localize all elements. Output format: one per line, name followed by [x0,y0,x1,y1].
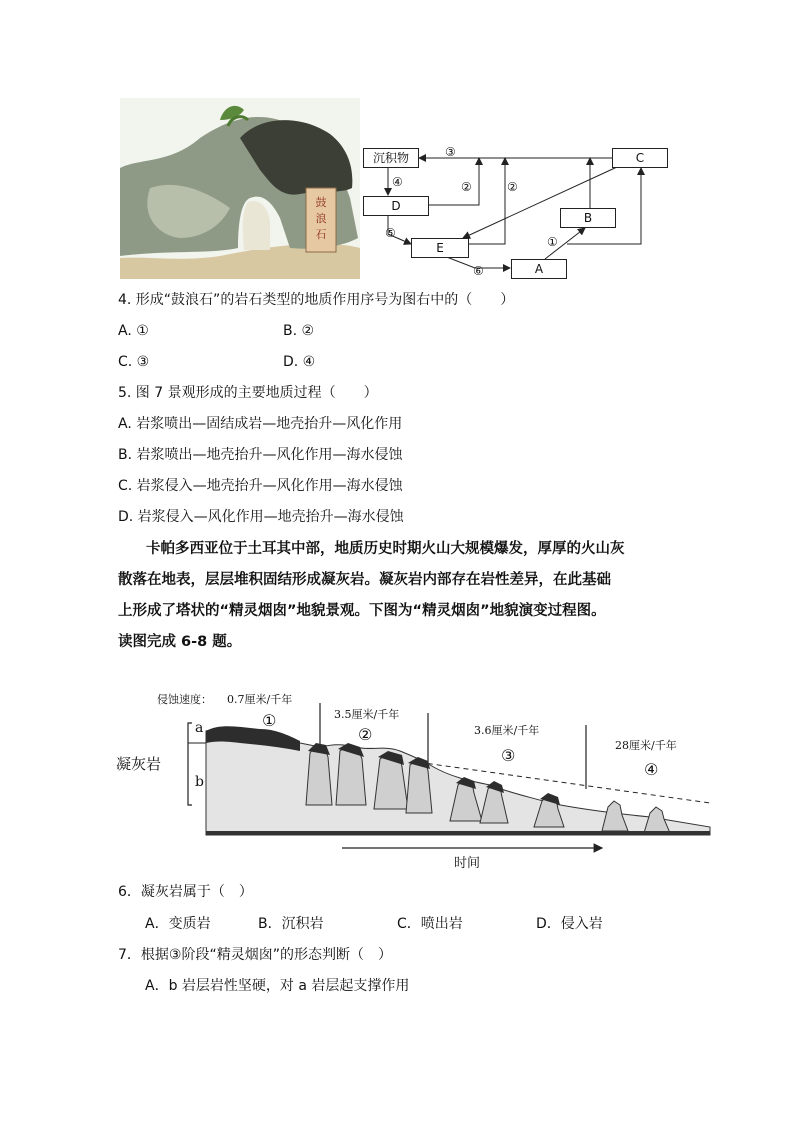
q6-option-b[interactable]: B．沉积岩 [258,916,324,932]
q6-option-d[interactable]: D．侵入岩 [536,916,603,932]
erosion-rate-1: 0.7厘米/千年 [227,693,293,706]
q7-stem: 7．根据③阶段“精灵烟囱”的形态判断（ ） [118,947,392,963]
svg-text:鼓: 鼓 [315,196,327,209]
svg-text:浪: 浪 [315,212,327,225]
q4-option-b[interactable]: B. ② [283,323,315,339]
q6-option-a[interactable]: A．变质岩 [145,916,211,932]
q5-option-c[interactable]: C. 岩浆侵入—地壳抬升—风化作用—海水侵蚀 [118,478,403,494]
passage-line-1: 卡帕多西亚位于土耳其中部，地质历史时期火山大规模爆发，厚厚的火山灰 [146,541,625,557]
q6-option-c[interactable]: C．喷出岩 [397,916,463,932]
arrow-label-2b: ② [507,180,518,194]
q4-option-c[interactable]: C. ③ [118,354,150,370]
q7-option-a[interactable]: A．b 岩层岩性坚硬，对 a 岩层起支撑作用 [145,978,410,994]
q4-option-d[interactable]: D. ④ [283,354,316,370]
a-box: A [511,259,567,279]
c-box: C [612,148,668,168]
arrow-label-5: ⑤ [385,226,396,240]
erosion-rate-3: 3.6厘米/千年 [474,724,540,737]
d-box: D [363,196,429,216]
passage-line-3: 上形成了塔状的“精灵烟囱”地貌景观。下图为“精灵烟囱”地貌演变过程图。 [118,603,606,619]
layer-b-label: b [195,774,204,790]
q5-stem: 5. 图 7 景观形成的主要地质过程（ ） [118,385,378,401]
stage-label-1: ① [262,711,277,730]
arrow-label-1: ① [547,235,558,249]
passage-line-2: 散落在地表，层层堆积固结形成凝灰岩。凝灰岩内部存在岩性差异，在此基础 [118,572,611,588]
erosion-rate-2: 3.5厘米/千年 [334,708,400,721]
stage-label-3: ③ [501,746,516,765]
passage-line-4: 读图完成 6-8 题。 [118,634,242,650]
q5-option-b[interactable]: B. 岩浆喷出—地壳抬升—风化作用—海水侵蚀 [118,447,403,463]
q4-option-a[interactable]: A. ① [118,323,149,339]
layer-a-label: a [195,720,204,736]
q6-stem: 6．凝灰岩属于（ ） [118,884,253,900]
stage-label-4: ④ [644,760,659,779]
stage-label-2: ② [358,725,373,744]
arrow-label-2a: ② [461,180,472,194]
rock-photo [120,98,360,279]
erosion-rate-caption: 侵蚀速度： [157,693,212,706]
q4-stem: 4. 形成“鼓浪石”的岩石类型的地质作用序号为图右中的（ ） [118,292,515,308]
e-box: E [411,238,469,258]
arrow-label-3: ③ [445,145,456,159]
svg-text:石: 石 [315,228,327,241]
time-axis-label: 时间 [454,856,481,871]
q5-option-a[interactable]: A. 岩浆喷出—固结成岩—地壳抬升—风化作用 [118,416,403,432]
arrow-label-6: ⑥ [473,264,484,278]
q5-option-d[interactable]: D. 岩浆侵入—风化作用—地壳抬升—海水侵蚀 [118,509,404,525]
b-box: B [560,208,616,228]
rock-cycle-diagram [355,138,685,283]
erosion-rate-4: 28厘米/千年 [615,739,677,752]
tuff-label: 凝灰岩 [116,755,162,773]
fairy-chimney-figure [110,685,720,875]
sediment-box: 沉积物 [363,148,419,168]
arrow-label-4: ④ [392,175,403,189]
